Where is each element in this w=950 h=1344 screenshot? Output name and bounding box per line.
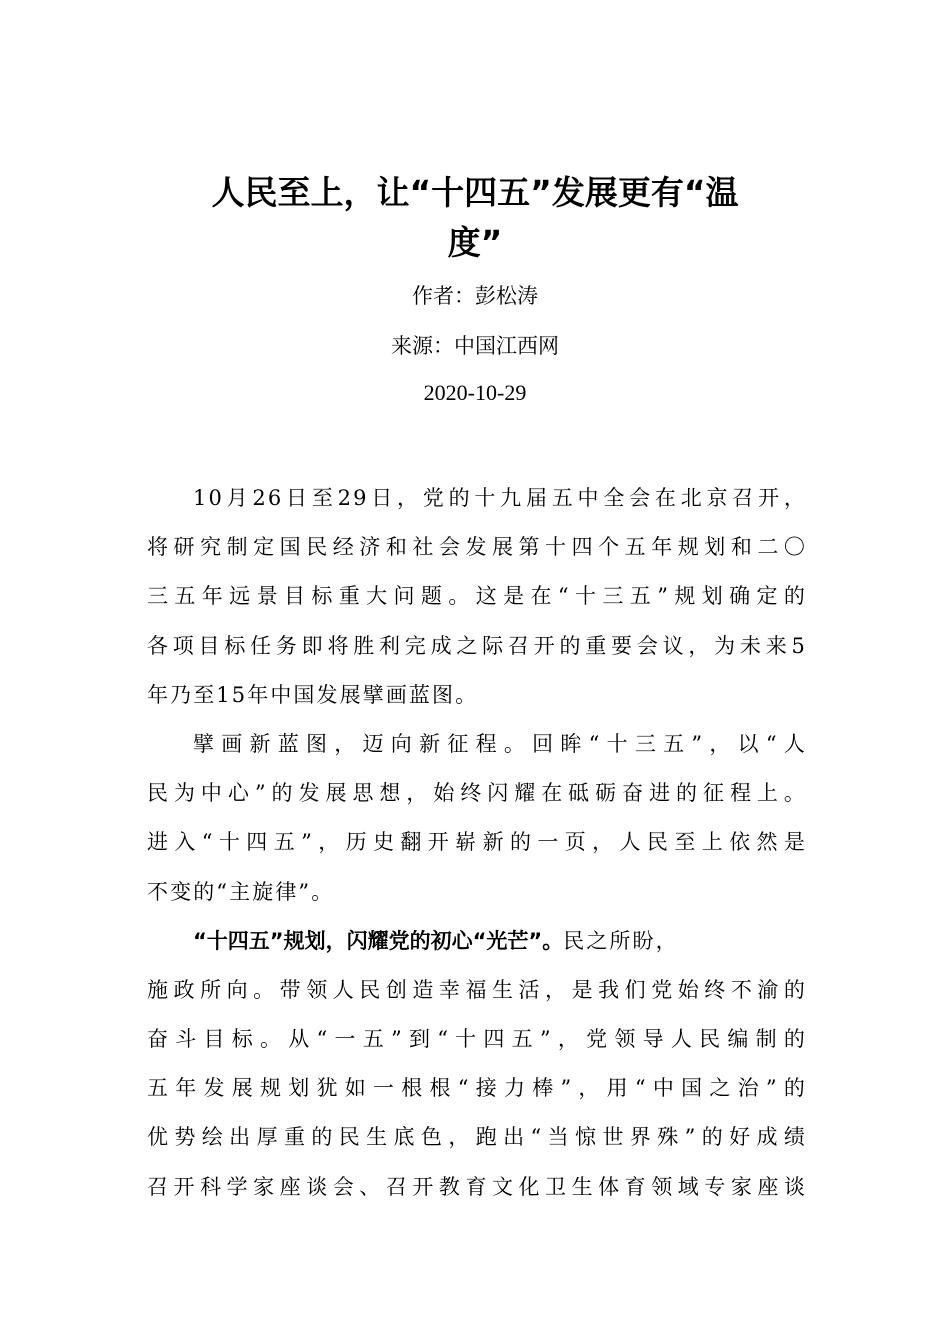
paragraph-1-line: 年乃至15年中国发展擘画蓝图。 [147, 682, 479, 707]
title-line-1: 人民至上，让“十四五”发展更有“温 [211, 173, 739, 212]
paragraph-3-line: 召开科学家座谈会、召开教育文化卫生体育领域专家座谈 [147, 1174, 807, 1199]
article-title [160, 168, 790, 268]
paragraph-1-line: 各项目标任务即将胜利完成之际召开的重要会议，为未来5 [147, 633, 807, 658]
source-line: 来源：中国江西网 [391, 334, 559, 358]
paragraph-3-first-line [147, 917, 807, 966]
title-line-2: 度” [447, 223, 503, 262]
article-body [147, 474, 807, 1212]
paragraph-3-line: 施政所向。带领人民创造幸福生活，是我们党始终不渝的 [147, 977, 807, 1002]
paragraph-1-line: 三五年远景目标重大问题。这是在“十三五”规划确定的 [147, 584, 807, 609]
author-line: 作者：彭松涛 [412, 284, 538, 308]
paragraph-3-line: 五年发展规划犹如一根根“接力棒”，用“中国之治”的 [147, 1076, 807, 1101]
paragraph-2-line: 民为中心”的发展思想，始终闪耀在砥砺奋进的征程上。 [147, 781, 807, 806]
paragraph-2-line: 不变的“主旋律”。 [147, 879, 335, 904]
paragraph-3-text: 民之所盼， [563, 928, 679, 953]
paragraph-2-line: 擘画新蓝图，迈向新征程。回眸“十三五”，以“人 [193, 731, 807, 756]
date-line: 2020-10-29 [423, 380, 527, 405]
paragraph-1-line: 10月26日至29日，党的十九届五中全会在北京召开， [193, 486, 807, 510]
paragraph-2-line: 进入“十四五”，历史翻开崭新的一页，人民至上依然是 [147, 830, 807, 855]
paragraph-1-line: 将研究制定国民经济和社会发展第十四个五年规划和二〇 [147, 535, 807, 560]
paragraph-3-line: 优势绘出厚重的民生底色，跑出“当惊世界殊”的好成绩 [147, 1125, 807, 1150]
paragraph-3-line: 奋斗目标。从“一五”到“十四五”，党领导人民编制的 [147, 1027, 807, 1052]
paragraph-3-heading: “十四五”规划，闪耀党的初心“光芒”。 [193, 928, 564, 953]
